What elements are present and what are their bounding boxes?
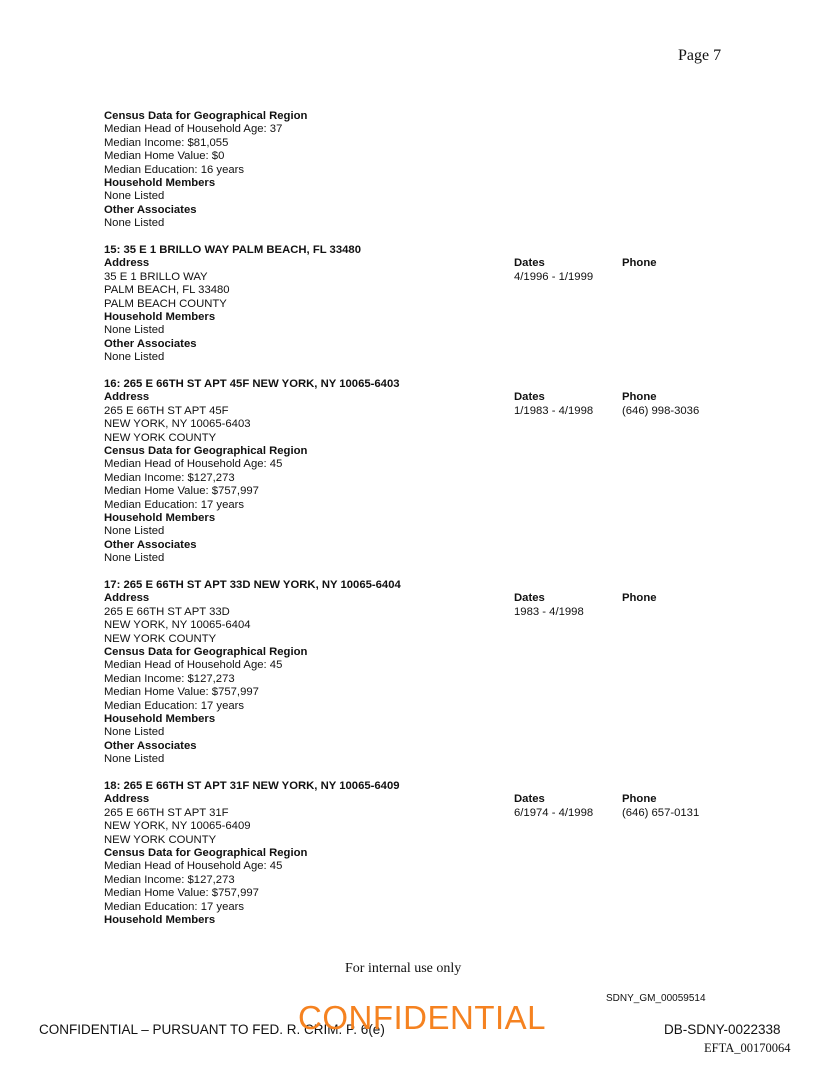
phone-column [622,391,732,418]
dates-column [514,793,624,820]
address-line: NEW YORK COUNTY [104,833,217,846]
dates-column [514,257,624,284]
section-heading: Other Associates [104,203,197,216]
household-members-value: None Listed [104,324,165,337]
section-heading: Household Members [104,512,216,525]
phone-value: (646) 998-3036 [622,404,700,417]
census-income: Median Income: $127,273 [104,471,235,484]
census-education: Median Education: 16 years [104,163,245,176]
address-line: NEW YORK, NY 10065-6403 [104,418,251,431]
efta-number: EFTA_00170064 [704,1041,791,1055]
census-income: Median Income: $81,055 [104,136,229,149]
household-members-value: None Listed [104,525,165,538]
census-age: Median Head of Household Age: 37 [104,123,283,136]
address-line: PALM BEACH, FL 33480 [104,284,230,297]
other-associates-value: None Listed [104,217,165,230]
record-header: 16: 265 E 66TH ST APT 45F NEW YORK, NY 10065-6403 [104,378,400,390]
address-label: Address [104,257,150,270]
census-home-value: Median Home Value: $757,997 [104,485,259,498]
dates-label: Dates [514,592,545,605]
address-record [104,244,724,365]
dates-column [514,391,624,418]
census-education: Median Education: 17 years [104,498,245,511]
dates-value: 4/1996 - 1/1999 [514,270,594,283]
section-heading: Census Data for Geographical Region [104,847,308,860]
confidential-notice: CONFIDENTIAL – PURSUANT TO FED. R. CRIM. P. 6(e) [39,1022,385,1037]
section-heading: Other Associates [104,337,197,350]
census-income: Median Income: $127,273 [104,672,235,685]
census-home-value: Median Home Value: $757,997 [104,887,259,900]
record-header: 17: 265 E 66TH ST APT 33D NEW YORK, NY 10065-6404 [104,579,401,591]
census-education: Median Education: 17 years [104,900,245,913]
dates-label: Dates [514,793,545,806]
address-record [104,780,724,927]
census-age: Median Head of Household Age: 45 [104,458,283,471]
phone-column [622,592,732,605]
phone-column [622,257,732,270]
address-line: NEW YORK COUNTY [104,431,217,444]
address-line: NEW YORK, NY 10065-6404 [104,619,251,632]
page-number: Page 7 [678,47,722,64]
phone-label: Phone [622,257,657,270]
address-label: Address [104,391,150,404]
dates-column [514,592,624,619]
household-members-value: None Listed [104,190,165,203]
confidential-stamp: CONFIDENTIAL [298,999,547,1036]
internal-use-notice: For internal use only [345,961,462,976]
address-record [104,378,724,566]
census-income: Median Income: $127,273 [104,873,235,886]
bates-number-gm: SDNY_GM_00059514 [606,993,706,1004]
address-line: 35 E 1 BRILLO WAY [104,270,208,283]
dates-value: 6/1974 - 4/1998 [514,806,594,819]
phone-label: Phone [622,391,657,404]
census-home-value: Median Home Value: $0 [104,150,225,163]
section-heading: Other Associates [104,739,197,752]
section-heading: Household Members [104,311,216,324]
section-heading: Household Members [104,713,216,726]
section-heading: Census Data for Geographical Region [104,110,308,122]
section-heading: Census Data for Geographical Region [104,646,308,659]
section-heading: Other Associates [104,538,197,551]
address-record [104,579,724,767]
bates-number-db: DB-SDNY-0022338 [664,1022,781,1037]
census-education: Median Education: 17 years [104,699,245,712]
census-home-value: Median Home Value: $757,997 [104,686,259,699]
dates-value: 1983 - 4/1998 [514,605,584,618]
address-line: PALM BEACH COUNTY [104,297,227,310]
other-associates-value: None Listed [104,552,165,565]
household-members-value: None Listed [104,726,165,739]
section-heading: Census Data for Geographical Region [104,445,308,458]
census-section [104,110,307,231]
phone-column [622,793,732,820]
record-header: 18: 265 E 66TH ST APT 31F NEW YORK, NY 10065-6409 [104,780,400,792]
dates-label: Dates [514,257,545,270]
address-label: Address [104,592,150,605]
section-heading: Household Members [104,914,216,927]
census-age: Median Head of Household Age: 45 [104,659,283,672]
phone-label: Phone [622,592,657,605]
other-associates-value: None Listed [104,351,165,364]
address-label: Address [104,793,150,806]
address-line: 265 E 66TH ST APT 31F [104,806,229,819]
address-line: 265 E 66TH ST APT 33D [104,605,230,618]
phone-value: (646) 657-0131 [622,806,700,819]
section-heading: Household Members [104,177,216,190]
record-header: 15: 35 E 1 BRILLO WAY PALM BEACH, FL 33480 [104,244,361,256]
phone-label: Phone [622,793,657,806]
other-associates-value: None Listed [104,753,165,766]
dates-value: 1/1983 - 4/1998 [514,404,594,417]
census-age: Median Head of Household Age: 45 [104,860,283,873]
address-line: NEW YORK, NY 10065-6409 [104,820,251,833]
dates-label: Dates [514,391,545,404]
address-line: NEW YORK COUNTY [104,632,217,645]
address-line: 265 E 66TH ST APT 45F [104,404,229,417]
